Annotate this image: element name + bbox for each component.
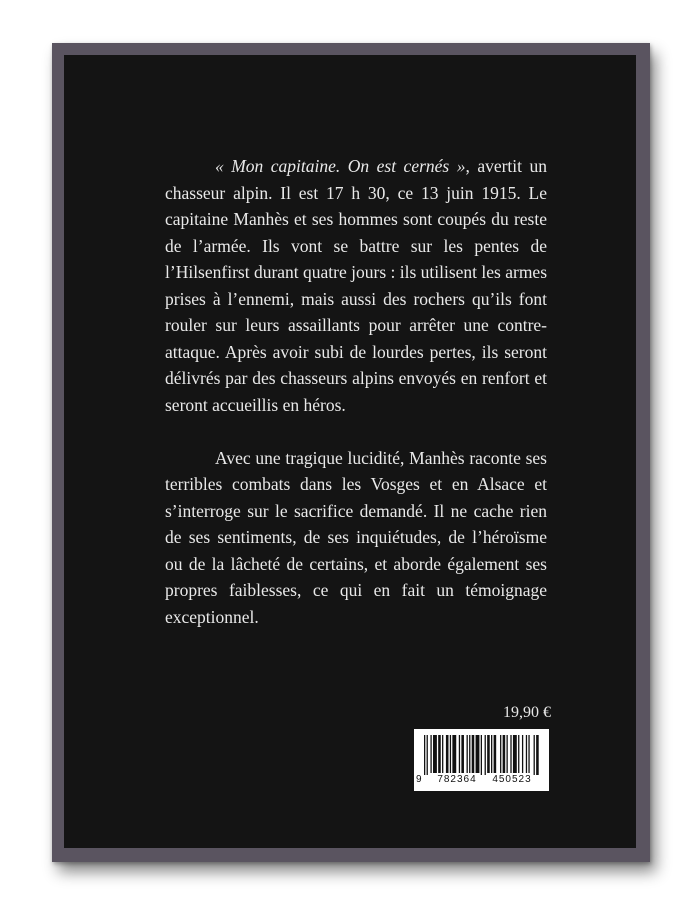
barcode-bar [534,735,535,775]
barcode-bar [472,735,475,773]
barcode-bar [433,735,437,773]
barcode-bar [522,735,523,773]
paragraph-1-text: , avertit un chasseur alpin. Il est 17 h 30, ce 13 juin 1915. Le capitaine Manhès et ses hommes sont coupés du reste de l’armée. Ils vont se battre sur les pentes de l’Hilsenfirst durant quatre jours : ils utilisent les armes prises à l’ennemi, mais aussi des rochers qu’ils font rouler sur leurs assaillants pour arrêter une contre-attaque. Après avoir subi de lourdes pertes, ils seront délivrés par des chasseurs alpins envoyés en renfort et seront accueillis en héros. [165,156,548,415]
barcode-bar [452,735,456,773]
barcode-left-digits: 782364 [437,774,477,785]
barcode-bar [446,735,449,773]
barcode-bar [469,735,470,773]
blurb-paragraph-2: Avec une tragique lucidité, Manhès raconte ses terribles combats dans les Vosges et en Alsace et s’interroge sur le sacrifice demandé. Il ne cache rien de ses sentiments, de ses inquiétudes, de l’héroïsme ou de la lâcheté de certains, et aborde également ses propres faiblesses, ce qui en fait un témoignage exceptionnel. [165,447,547,627]
barcode-bar [476,735,480,773]
barcode-bar [438,735,441,773]
barcode-bar [424,735,425,775]
isbn-barcode [414,729,549,791]
barcode-bar [510,735,511,773]
barcode-bar [481,735,482,775]
barcode-bar [513,735,517,773]
opening-quote: « Mon capitaine. On est cernés » [215,156,466,176]
back-cover [64,55,636,848]
barcode-bar [528,735,529,773]
barcode-bar [430,735,431,773]
barcode-bar [427,735,428,775]
barcode-bar [526,735,527,773]
barcode-bar [500,735,501,773]
barcode-first-digit: 9 [416,774,422,785]
barcode-bar [485,735,486,775]
barcode-bar [450,735,451,773]
barcode-bar [536,735,539,775]
blurb-paragraph-1 [165,153,547,418]
barcode-bar [503,735,506,773]
barcode-bar [494,735,497,773]
barcode-bar [442,735,443,773]
blurb [165,153,547,630]
barcode-bar [467,735,468,773]
barcode-bar [487,735,490,773]
barcode-bar [506,735,507,773]
barcode-bar [461,735,464,773]
price-label: 19,90 € [503,704,551,721]
barcode-bar [491,735,492,773]
barcode-right-digits: 450523 [492,774,532,785]
barcode-bar [459,735,460,773]
barcode-bars [422,735,542,775]
barcode-bar [518,735,519,773]
book-frame [52,43,650,862]
